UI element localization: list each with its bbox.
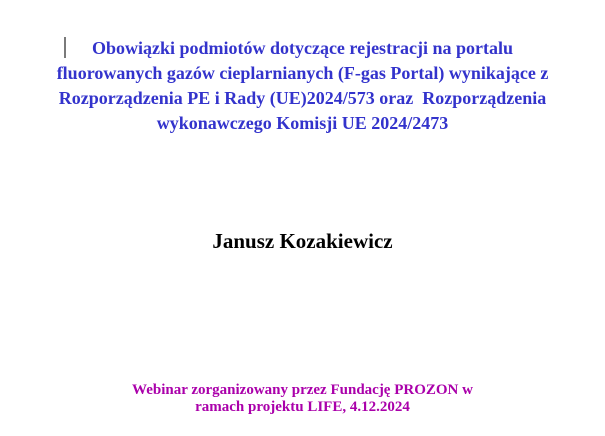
slide-title-line: wykonawczego Komisji UE 2024/2473 <box>156 113 449 133</box>
slide-title-textbox[interactable] <box>22 36 583 136</box>
footer-line: ramach projektu LIFE, 4.12.2024 <box>195 399 410 415</box>
slide-title-line: Obowiązki podmiotów dotyczące rejestracji na portalu <box>91 38 514 58</box>
footer-line: Webinar zorganizowany przez Fundację PROZON w <box>132 382 473 398</box>
footer-textbox[interactable] <box>0 382 605 416</box>
author-name: Janusz Kozakiewicz <box>212 229 393 253</box>
author-textbox[interactable] <box>0 229 605 253</box>
slide-title-line: fluorowanych gazów cieplarnianych (F-gas Portal) wynikające z <box>56 63 549 83</box>
slide-title-line: Rozporządzenia PE i Rady (UE)2024/573 oraz Rozporządzenia <box>58 88 547 108</box>
